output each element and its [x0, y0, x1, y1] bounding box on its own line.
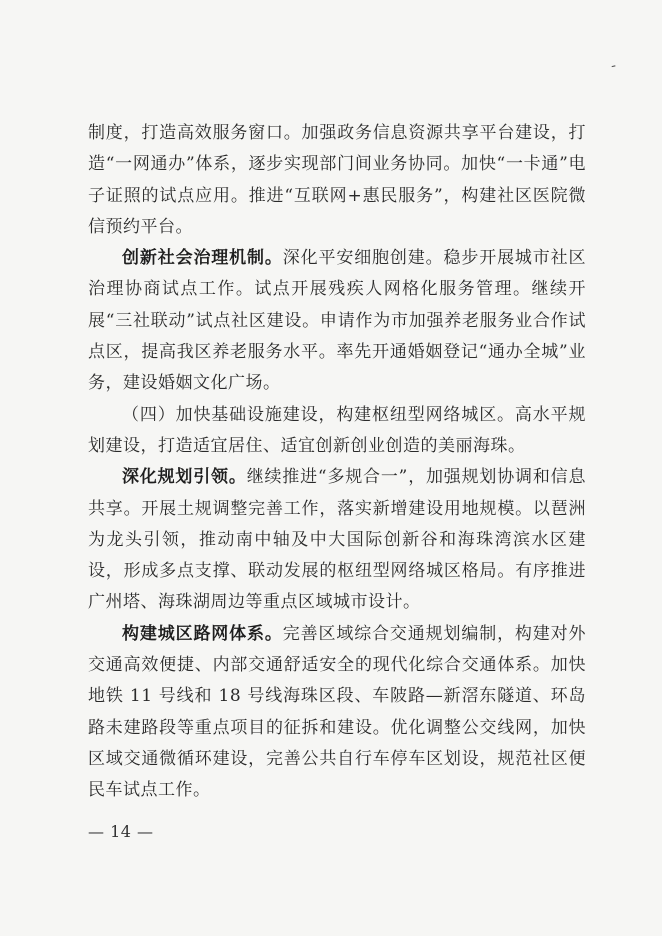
paragraph-1	[88, 118, 586, 243]
page-corner-mark: -	[609, 57, 618, 75]
paragraph-2-heading: 创新社会治理机制。	[122, 248, 283, 269]
paragraph-5-heading: 构建城区路网体系。	[122, 623, 283, 644]
paragraph-4-text: 继续推进“多规合一”，加强规划协调和信息共享。开展土规调整完善工作，落实新增建设用地规模。以琶洲为龙头引领，推动南中轴及中大国际创新谷和海珠湾滨水区建设，形成多点支撑、联动发展的枢纽型网络城区格局。有序推进广州塔、海珠湖周边等重点区域城市设计。	[88, 467, 586, 613]
paragraph-1-text: 制度，打造高效服务窗口。加强政务信息资源共享平台建设，打造“一网通办”体系，逐步实现部门间业务协同。加快“一卡通”电子证照的试点应用。推进“互联网+惠民服务”，构建社区医院微信预约平台。	[88, 123, 586, 237]
paragraph-2	[88, 243, 586, 399]
paragraph-4	[88, 462, 586, 618]
document-body	[88, 118, 586, 807]
paragraph-5	[88, 619, 586, 807]
paragraph-3-text: （四）加快基础设施建设，构建枢纽型网络城区。高水平规划建设，打造适宜居住、适宜创新创业创造的美丽海珠。	[88, 404, 586, 456]
paragraph-4-heading: 深化规划引领。	[122, 467, 247, 488]
paragraph-3	[88, 400, 586, 463]
page-number: — 14 —	[88, 822, 154, 841]
paragraph-5-text: 完善区域综合交通规划编制，构建对外交通高效便捷、内部交通舒适安全的现代化综合交通体系。加快地铁 11 号线和 18 号线海珠区段、车陂路—新滘东隧道、环岛路未建路段等重点项目的征拆和建设。优化调整公交线网，加快区域交通微循环建设，完善公共自行车停车区划设，规范社区便民车试点工作。	[88, 623, 587, 801]
paragraph-2-text: 深化平安细胞创建。稳步开展城市社区治理协商试点工作。试点开展残疾人网格化服务管理。继续开展“三社联动”试点社区建设。申请作为市加强养老服务业合作试点区，提高我区养老服务水平。率先开通婚姻登记“通办全城”业务，建设婚姻文化广场。	[88, 248, 587, 394]
